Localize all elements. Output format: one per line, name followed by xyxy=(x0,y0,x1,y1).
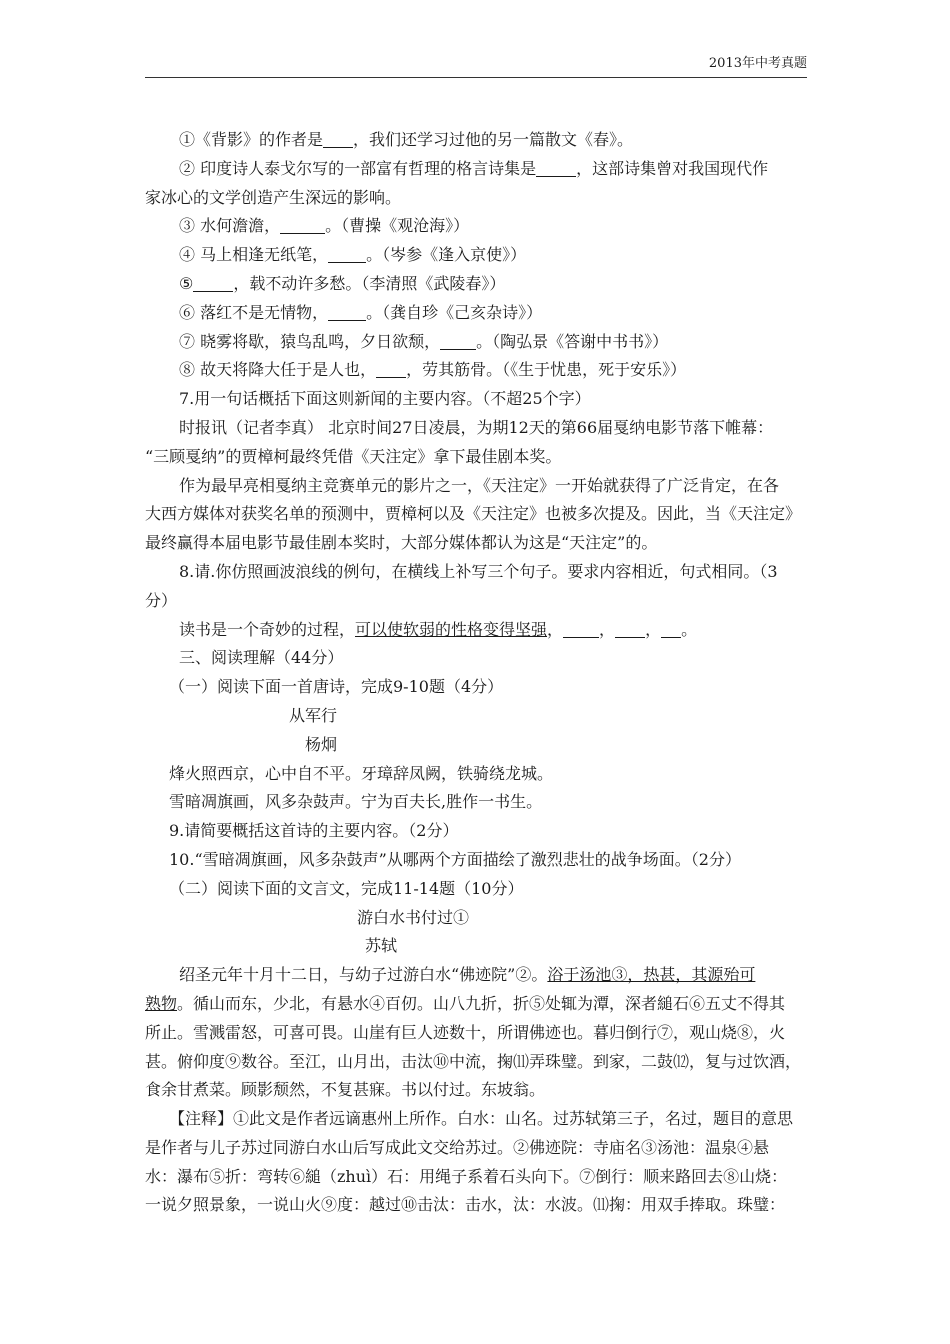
q7-news-line: 作为最早亮相戛纳主竞赛单元的影片之一，《天注定》一开始就获得了广泛肯定，在各 xyxy=(179,475,780,495)
answer-blank xyxy=(376,361,406,378)
prose-line: 绍圣元年十月十二日，与幼子过游白水“佛迹院”②。浴于汤池③，热甚，其源殆可 xyxy=(179,965,756,985)
poem-title: 从军行 xyxy=(289,705,338,725)
poem-author: 杨炯 xyxy=(305,734,338,754)
answer-blank xyxy=(328,246,366,263)
q9-prompt: 9.请简要概括这首诗的主要内容。（2分） xyxy=(169,821,459,841)
q7-prompt: 7.用一句话概括下面这则新闻的主要内容。（不超25个字） xyxy=(179,389,591,409)
q7-news-line: 最终赢得本届电影节最佳剧本奖时，大部分媒体都认为这是“天注定”的。 xyxy=(145,533,658,553)
answer-blank xyxy=(615,621,645,638)
part-1-title: （一）阅读下面一首唐诗，完成9-10题（4分） xyxy=(169,677,504,697)
answer-blank xyxy=(440,333,476,350)
notes-line: 一说夕照景象，一说山火⑨度：越过⑩击汰：击水，汰：水波。⑾掬：用双手捧取。珠璧： xyxy=(145,1195,786,1215)
answer-blank xyxy=(563,621,599,638)
q7-news-line: “三顾戛纳”的贾樟柯最终凭借《天注定》拿下最佳剧本奖。 xyxy=(145,446,562,466)
prose-author: 苏轼 xyxy=(365,936,398,956)
notes-line: 水：瀑布⑤折：弯转⑥縋（zhuì）石：用绳子系着石头向下。⑦倒行：顺来路回去⑧山烧： xyxy=(145,1166,788,1186)
q6-item-8: ⑧ 故天将降大任于是人也， ，劳其筋骨。（《生于忧患，死于安乐》） xyxy=(179,360,687,380)
answer-blank xyxy=(280,217,325,234)
q6-item-7: ⑦ 晓雾将歇，猿鸟乱鸣，夕日欲颓， 。（陶弘景《答谢中书书》） xyxy=(179,331,669,351)
answer-blank xyxy=(328,304,366,321)
section-title: 三、阅读理解（44分） xyxy=(179,648,344,668)
q6-item-4: ④ 马上相逢无纸笔， 。（岑参《逢入京使》） xyxy=(179,245,527,265)
notes-line: 【注释】①此文是作者远谪惠州上所作。白水：山名。过苏轼第三子，名过，题目的意思 xyxy=(169,1109,794,1129)
q6-item-5: ⑤ ，载不动许多愁。（李清照《武陵春》） xyxy=(179,273,506,293)
answer-blank xyxy=(536,160,576,177)
q8-example: 读书是一个奇妙的过程，可以使软弱的性格变得坚强， ， ， 。 xyxy=(179,619,698,639)
q6-item-6: ⑥ 落红不是无情物， 。（龚自珍《己亥杂诗》） xyxy=(179,302,543,322)
header-title: 2013年中考真题 xyxy=(708,56,807,71)
q6-item-1: ①《背影》的作者是 ，我们还学习过他的另一篇散文《春》。 xyxy=(179,130,634,149)
q10-prompt: 10.“雪暗凋旗画，风多杂鼓声”从哪两个方面描绘了激烈悲壮的战争场面。（2分） xyxy=(169,849,741,869)
poem-line: 雪暗凋旗画，风多杂鼓声。宁为百夫长,胜作一书生。 xyxy=(169,792,543,812)
prose-line: 熟物。循山而东，少北，有悬水④百仞。山八九折，折⑤处辄为潭，深者縋石⑥五丈不得其 xyxy=(145,993,786,1013)
answer-blank xyxy=(661,621,681,638)
q8-prompt-cont: 分） xyxy=(145,590,178,610)
q6-item-3: ③ 水何澹澹， 。（曹操《观沧海》） xyxy=(179,216,470,236)
prose-title: 游白水书付过① xyxy=(357,907,470,927)
q7-news-line: 时报讯（记者李真） 北京时间27日凌晨，为期12天的第66届戛纳电影节落下帷幕： xyxy=(179,417,774,437)
q8-prompt: 8.请.你仿照画波浪线的例句，在横线上补写三个句子。要求内容相近，句式相同。（3 xyxy=(179,561,778,581)
wavy-example: 可以使软弱的性格变得坚强 xyxy=(355,619,548,639)
prose-line: 甚。俯仰度⑨数谷。至江，山月出，击汰⑩中流，掬⑾弄珠璧。到家，二鼓⑿，复与过饮酒， xyxy=(145,1051,802,1071)
q6-item-2: ② 印度诗人泰戈尔写的一部富有哲理的格言诗集是 ，这部诗集曾对我国现代作 xyxy=(179,158,769,178)
answer-blank xyxy=(193,275,233,292)
answer-blank xyxy=(323,131,353,148)
prose-line: 所止。雪溅雷怒，可喜可畏。山崖有巨人迹数十，所谓佛迹也。暮归倒行⑦，观山烧⑧，火 xyxy=(145,1022,786,1042)
q7-news-line: 大西方媒体对获奖名单的预测中，贾樟柯以及《天注定》也被多次提及。因此，当《天注定》 xyxy=(145,504,802,524)
page-header xyxy=(145,52,807,78)
notes-line: 是作者与儿子苏过同游白水山后写成此文交给苏过。②佛迹院：寺庙名③汤池：温泉④悬 xyxy=(145,1137,770,1157)
document-body xyxy=(145,126,811,1220)
q6-item-2-cont: 家冰心的文学创造产生深远的影响。 xyxy=(145,187,402,207)
underlined-text: 熟物 xyxy=(145,993,178,1013)
underlined-text: 浴于汤池③，热甚，其源殆可 xyxy=(547,965,756,985)
poem-line: 烽火照西京，心中自不平。牙璋辞凤阙，铁骑绕龙城。 xyxy=(169,763,554,783)
part-2-title: （二）阅读下面的文言文，完成11-14题（10分） xyxy=(169,878,524,898)
prose-line: 食余甘煮菜。顾影颓然，不复甚寐。书以付过。东坡翁。 xyxy=(145,1080,546,1100)
